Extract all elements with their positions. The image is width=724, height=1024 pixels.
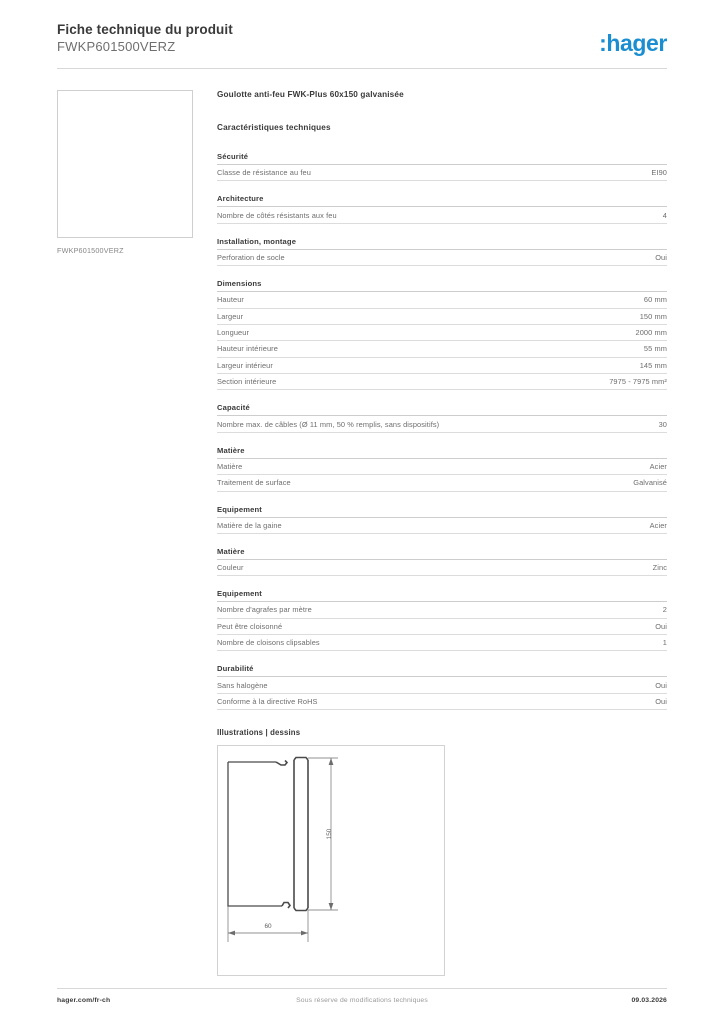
spec-row-label: Hauteur: [217, 295, 244, 305]
spec-row-value: Oui: [655, 696, 667, 706]
product-image-placeholder: [57, 90, 193, 238]
spec-row-value: 150 mm: [639, 311, 667, 321]
spec-row: [217, 602, 667, 618]
header-divider: [57, 68, 667, 69]
spec-row-value: Oui: [655, 252, 667, 262]
trunking-cross-section-drawing: [218, 746, 444, 975]
spec-group-heading: Equipement: [217, 505, 667, 518]
spec-row-label: Conforme à la directive RoHS: [217, 696, 318, 706]
spec-row-value: Galvanisé: [633, 478, 667, 488]
spec-group-heading: Sécurité: [217, 152, 667, 165]
page-title: Fiche technique du produit: [57, 22, 233, 37]
spec-group: [217, 664, 667, 710]
spec-row-value: 2: [662, 605, 667, 615]
spec-row-value: 55 mm: [643, 344, 667, 354]
spec-group: [217, 194, 667, 223]
footer-website[interactable]: hager.com/fr-ch: [57, 997, 111, 1004]
spec-row: [217, 560, 667, 576]
spec-row: [217, 309, 667, 325]
spec-row-label: Couleur: [217, 563, 244, 573]
spec-row: [217, 250, 667, 266]
spec-row: [217, 292, 667, 308]
spec-group-heading: Equipement: [217, 589, 667, 602]
drawing-width-dimension-label: 60: [264, 923, 272, 931]
spec-group-heading: Dimensions: [217, 279, 667, 292]
spec-row: [217, 374, 667, 390]
spec-row: [217, 341, 667, 357]
footer-date: 09.03.2026: [631, 997, 667, 1004]
spec-row-value: EI90: [651, 168, 667, 178]
page-footer: [57, 997, 667, 1011]
spec-row-value: 1: [662, 638, 667, 648]
spec-group-heading: Capacité: [217, 403, 667, 416]
footer-divider: [57, 988, 667, 989]
spec-row-label: Matière de la gaine: [217, 520, 282, 530]
product-name: Goulotte anti-feu FWK-Plus 60x150 galvanisée: [217, 90, 404, 99]
technical-drawing-frame: [217, 745, 445, 976]
spec-row-label: Matière: [217, 461, 243, 471]
drawing-height-dimension-label: 150: [326, 828, 333, 840]
spec-row-value: 30: [658, 419, 667, 429]
spec-group: [217, 446, 667, 492]
spec-row-label: Nombre d'agrafes par mètre: [217, 605, 312, 615]
illustrations-heading: Illustrations | dessins: [217, 728, 301, 738]
spec-row-label: Nombre de côtés résistants aux feu: [217, 210, 337, 220]
spec-row-label: Nombre de cloisons clipsables: [217, 638, 320, 648]
spec-row-label: Nombre max. de câbles (Ø 11 mm, 50 % remplis, sans dispositifs): [217, 419, 440, 429]
spec-row-label: Sans halogène: [217, 680, 268, 690]
spec-group: [217, 505, 667, 534]
spec-row-value: Oui: [655, 621, 667, 631]
spec-row: [217, 459, 667, 475]
specification-groups: [217, 152, 667, 710]
spec-row: [217, 207, 667, 223]
spec-row: [217, 165, 667, 181]
spec-row-label: Largeur: [217, 311, 244, 321]
spec-row: [217, 325, 667, 341]
spec-row: [217, 416, 667, 432]
spec-row-label: Largeur intérieur: [217, 360, 273, 370]
page-subtitle-article-number: FWKP601500VERZ: [57, 39, 176, 54]
spec-row-value: 145 mm: [639, 360, 667, 370]
spec-group-heading: Installation, montage: [217, 237, 667, 250]
spec-row-label: Classe de résistance au feu: [217, 168, 311, 178]
spec-row-value: 2000 mm: [635, 328, 667, 338]
spec-group-heading: Matière: [217, 547, 667, 560]
spec-group: [217, 403, 667, 432]
spec-row: [217, 358, 667, 374]
spec-group: [217, 152, 667, 181]
spec-row: [217, 694, 667, 710]
spec-row-value: Zinc: [652, 563, 667, 573]
spec-row-label: Longueur: [217, 328, 250, 338]
spec-group-heading: Matière: [217, 446, 667, 459]
technical-characteristics-title: Caractéristiques techniques: [217, 123, 331, 132]
spec-row-label: Hauteur intérieure: [217, 344, 278, 354]
product-image-column: [57, 90, 195, 255]
spec-row-value: Acier: [649, 461, 667, 471]
footer-disclaimer: Sous réserve de modifications techniques: [296, 997, 428, 1004]
spec-group: [217, 279, 667, 390]
page-header: [57, 22, 667, 66]
spec-row-value: 60 mm: [643, 295, 667, 305]
spec-row-label: Traitement de surface: [217, 478, 291, 488]
spec-row: [217, 619, 667, 635]
spec-row-value: Acier: [649, 520, 667, 530]
spec-row: [217, 635, 667, 651]
spec-row: [217, 677, 667, 693]
spec-row: [217, 475, 667, 491]
spec-group: [217, 547, 667, 576]
spec-row-value: 7975 - 7975 mm²: [609, 377, 667, 387]
spec-row-value: Oui: [655, 680, 667, 690]
spec-row: [217, 518, 667, 534]
product-image-caption: FWKP601500VERZ: [57, 246, 124, 255]
spec-row-value: 4: [662, 210, 667, 220]
spec-group: [217, 237, 667, 266]
spec-group: [217, 589, 667, 651]
hager-logo: :hager: [599, 30, 667, 56]
specifications-column: [217, 90, 667, 976]
spec-group-heading: Durabilité: [217, 664, 667, 677]
spec-row-label: Perforation de socle: [217, 252, 285, 262]
spec-row-label: Section intérieure: [217, 377, 277, 387]
spec-group-heading: Architecture: [217, 194, 667, 207]
spec-row-label: Peut être cloisonné: [217, 621, 283, 631]
